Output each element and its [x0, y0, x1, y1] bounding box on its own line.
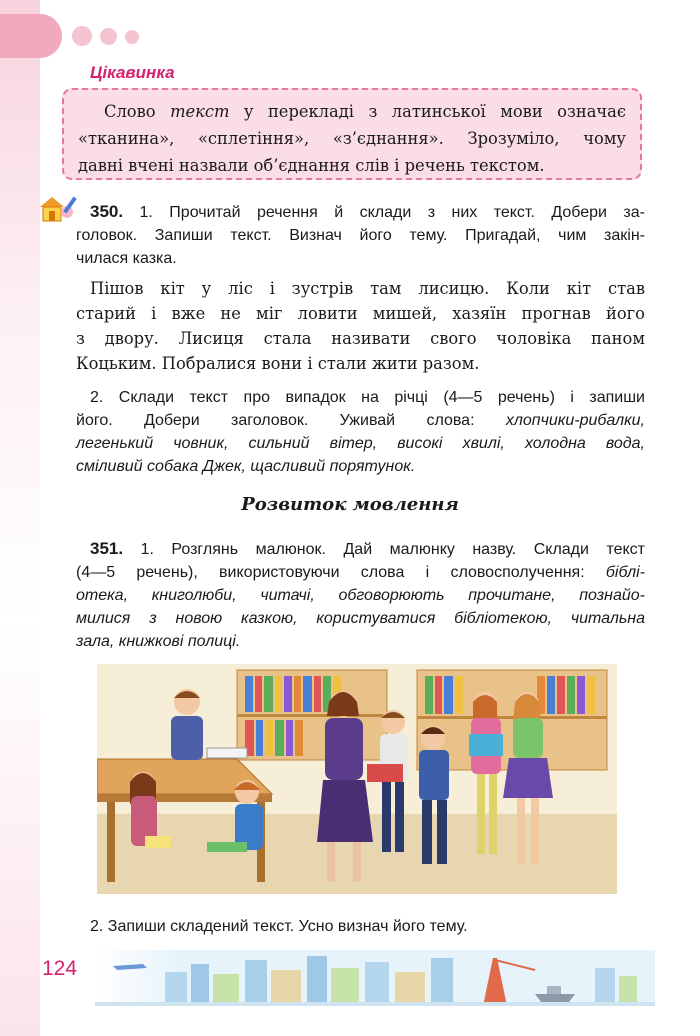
left-decor-strip	[0, 0, 40, 1036]
footer-task: 2. Запиши складений текст. Усно визнач його тему.	[90, 918, 468, 935]
story-text	[76, 276, 645, 376]
fun-line-1: Слово текст у перекладі з латинської мови означає	[104, 102, 626, 121]
ex351-line-2: (4—5 речень), використовуючи слова і словосполучення: біблі-	[76, 564, 645, 581]
story-line-1: Пішов кіт у ліс і зустрів там лисицю. Коли кіт став	[90, 279, 645, 298]
ex350-line-3: чилася казка.	[76, 250, 177, 267]
fun-fact-box	[62, 88, 642, 180]
exercise-350	[76, 200, 645, 270]
fun-line-3: давні вчені назвали об’єднання слів і речень текстом.	[78, 156, 545, 175]
city-skyline-decoration	[95, 950, 655, 1006]
page-number: 124	[42, 957, 78, 980]
exercise-350-part2	[76, 386, 645, 478]
story-line-4: Коцьким. Побралися вони і стали жити разом.	[76, 354, 480, 373]
fun-line-2: «тканина», «сплетіння», «з’єднання». Зрозуміло, чому	[78, 129, 626, 148]
part2-line-2: його. Добери заголовок. Уживай слова: хлопчики-рибалки,	[76, 412, 645, 429]
bookshelf-left	[237, 670, 387, 760]
write-task-icon	[38, 193, 82, 223]
story-line-3: з двору. Лисиця стала називати свого чоловіка паном	[76, 329, 645, 348]
part2-line-3: легенький човник, сильний вітер, високі хвилі, холодна вода,	[76, 435, 645, 452]
section-title: Розвиток мовлення	[241, 494, 459, 515]
ex351-line-4: милися з новою казкою, користуватися бібліотекою, читальна	[76, 610, 645, 627]
ex351-line-1: 351. 1. Розглянь малюнок. Дай малюнку назву. Склади текст	[90, 539, 645, 558]
top-decoration	[0, 14, 160, 64]
part2-line-1: 2. Склади текст про випадок на річці (4—5 речень) і запиши	[90, 389, 645, 406]
library-illustration	[97, 664, 617, 894]
fun-fact-heading: Цікавинка	[90, 63, 175, 82]
ex350-line-1: 350. 1. Прочитай речення й склади з них текст. Добери за-	[90, 202, 645, 221]
story-line-2: старий і вже не міг ловити мишей, хазяїн прогнав його	[76, 304, 645, 323]
ex351-line-5: зала, книжкові полиці.	[76, 633, 241, 650]
ex351-line-3: отека, книголюби, читачі, обговорюють прочитане, познайо-	[76, 587, 645, 604]
part2-line-4: сміливий собака Джек, щасливий порятунок.	[76, 458, 416, 475]
ex350-line-2: головок. Запиши текст. Визнач його тему. Пригадай, чим закін-	[76, 227, 645, 244]
exercise-351	[76, 537, 645, 653]
